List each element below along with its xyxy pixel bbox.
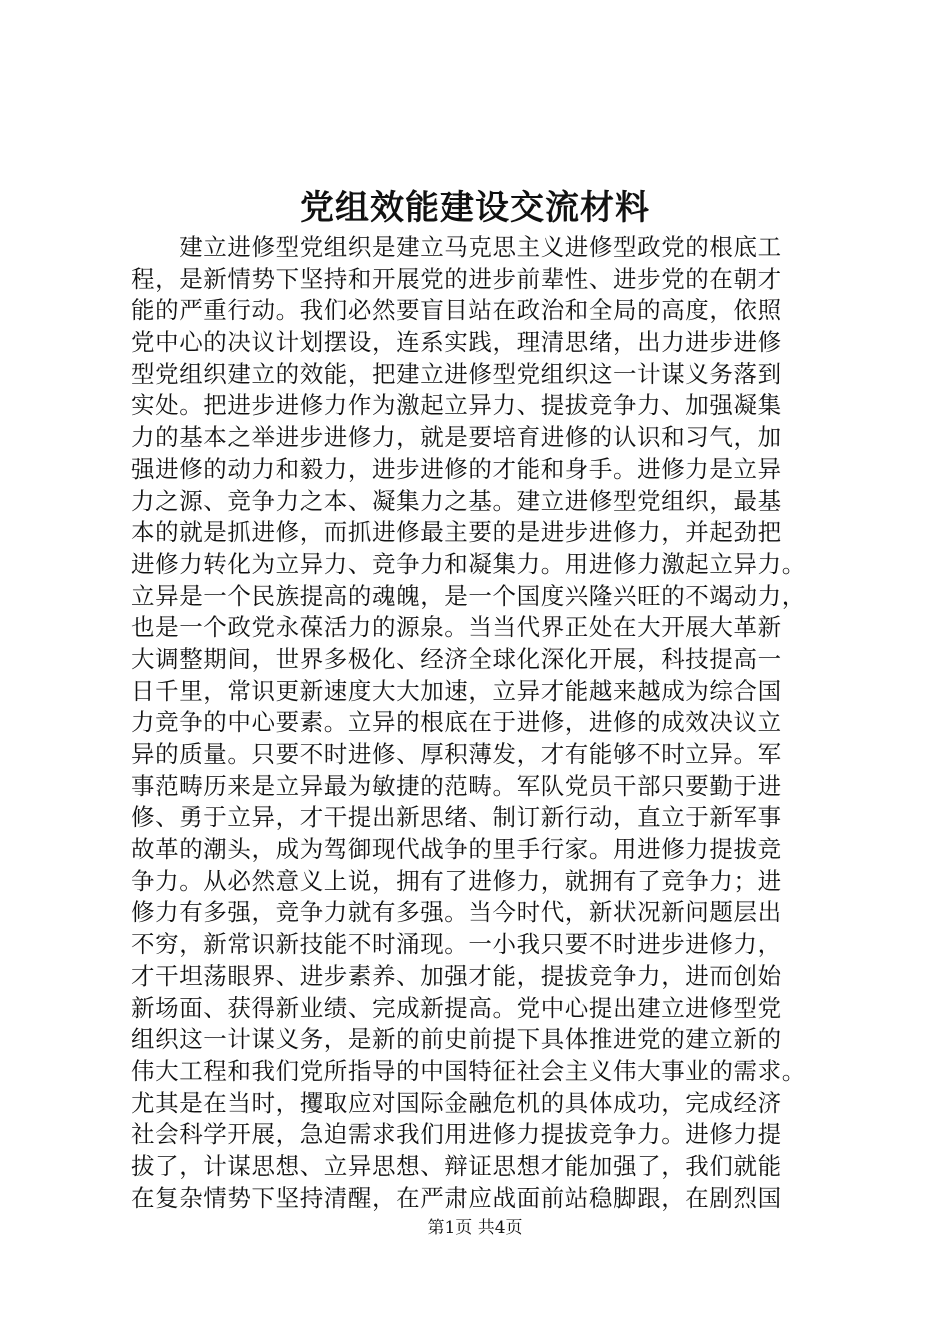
paragraph-line: 程，是新情势下坚持和开展党的进步前辈性、进步党的在朝才	[131, 264, 782, 293]
paragraph-line: 进修力转化为立异力、竞争力和凝集力。用进修力激起立异力。	[131, 549, 806, 578]
paragraph-line: 故革的潮头，成为驾御现代战争的里手行家。用进修力提拔竞	[131, 835, 782, 864]
paragraph-line: 力的基本之举进步进修力，就是要培育进修的认识和习气，加	[131, 423, 782, 452]
paragraph-line: 不穷，新常识新技能不时涌现。一小我只要不时进步进修力，	[131, 930, 782, 959]
paragraph-line: 力竞争的中心要素。立异的根底在于进修，进修的成效决议立	[131, 708, 782, 737]
paragraph-line: 异的质量。只要不时进修、厚积薄发，才有能够不时立异。军	[131, 740, 782, 768]
paragraph-line: 组织这一计谋义务，是新的前史前提下具体推进党的建立新的	[131, 1025, 782, 1054]
paragraph-line: 拔了，计谋思想、立异思想、辩证思想才能加强了，我们就能	[131, 1151, 782, 1180]
paragraph-line: 事范畴历来是立异最为敏捷的范畴。军队党员干部只要勤于进	[131, 771, 782, 800]
paragraph-line: 新场面、获得新业绩、完成新提高。党中心提出建立进修型党	[131, 993, 782, 1022]
paragraph-line: 在复杂情势下坚持清醒，在严肃应战面前站稳脚跟，在剧烈国	[131, 1183, 782, 1212]
paragraph-line: 也是一个政党永葆活力的源泉。当当代界正处在大开展大革新	[131, 613, 782, 642]
document-body	[131, 232, 841, 1214]
paragraph-line: 日千里，常识更新速度大大加速，立异才能越来越成为综合国	[131, 676, 782, 705]
paragraph-line: 强进修的动力和毅力，进步进修的才能和身手。进修力是立异	[131, 454, 782, 483]
paragraph-line: 立异是一个民族提高的魂魄，是一个国度兴隆兴旺的不竭动力，	[131, 581, 806, 610]
paragraph-line: 争力。从必然意义上说，拥有了进修力，就拥有了竞争力；进	[131, 866, 782, 895]
paragraph-line: 本的就是抓进修，而抓进修最主要的是进步进修力，并起劲把	[131, 518, 782, 547]
paragraph-line: 伟大工程和我们党所指导的中国特征社会主义伟大事业的需求。	[131, 1056, 806, 1085]
paragraph-line: 社会科学开展，急迫需求我们用进修力提拔竞争力。进修力提	[131, 1120, 782, 1149]
paragraph-line: 实处。把进步进修力作为激起立异力、提拔竞争力、加强凝集	[131, 391, 782, 420]
page-footer: 第1页 共4页	[427, 1218, 523, 1238]
paragraph-line: 力之源、竞争力之本、凝集力之基。建立进修型党组织，最基	[131, 486, 782, 515]
paragraph-line: 能的严重行动。我们必然要盲目站在政治和全局的高度，依照	[131, 296, 782, 325]
paragraph-line: 型党组织建立的效能，把建立进修型党组织这一计谋义务落到	[131, 359, 782, 388]
document-title: 党组效能建设交流材料	[300, 188, 650, 228]
paragraph-line: 大调整期间，世界多极化、经济全球化深化开展，科技提高一	[131, 644, 782, 673]
paragraph-line: 党中心的决议计划摆设，连系实践，理清思绪，出力进步进修	[131, 328, 782, 357]
paragraph-line: 建立进修型党组织是建立马克思主义进修型政党的根底工	[131, 233, 782, 261]
paragraph-line: 修力有多强，竞争力就有多强。当今时代，新状况新问题层出	[131, 898, 782, 927]
paragraph-line: 修、勇于立异，才干提出新思绪、制订新行动，直立于新军事	[131, 803, 782, 832]
paragraph-line: 才干坦荡眼界、进步素养、加强才能，提拔竞争力，进而创始	[131, 961, 782, 990]
paragraph-line: 尤其是在当时，攫取应对国际金融危机的具体成功，完成经济	[131, 1088, 782, 1117]
